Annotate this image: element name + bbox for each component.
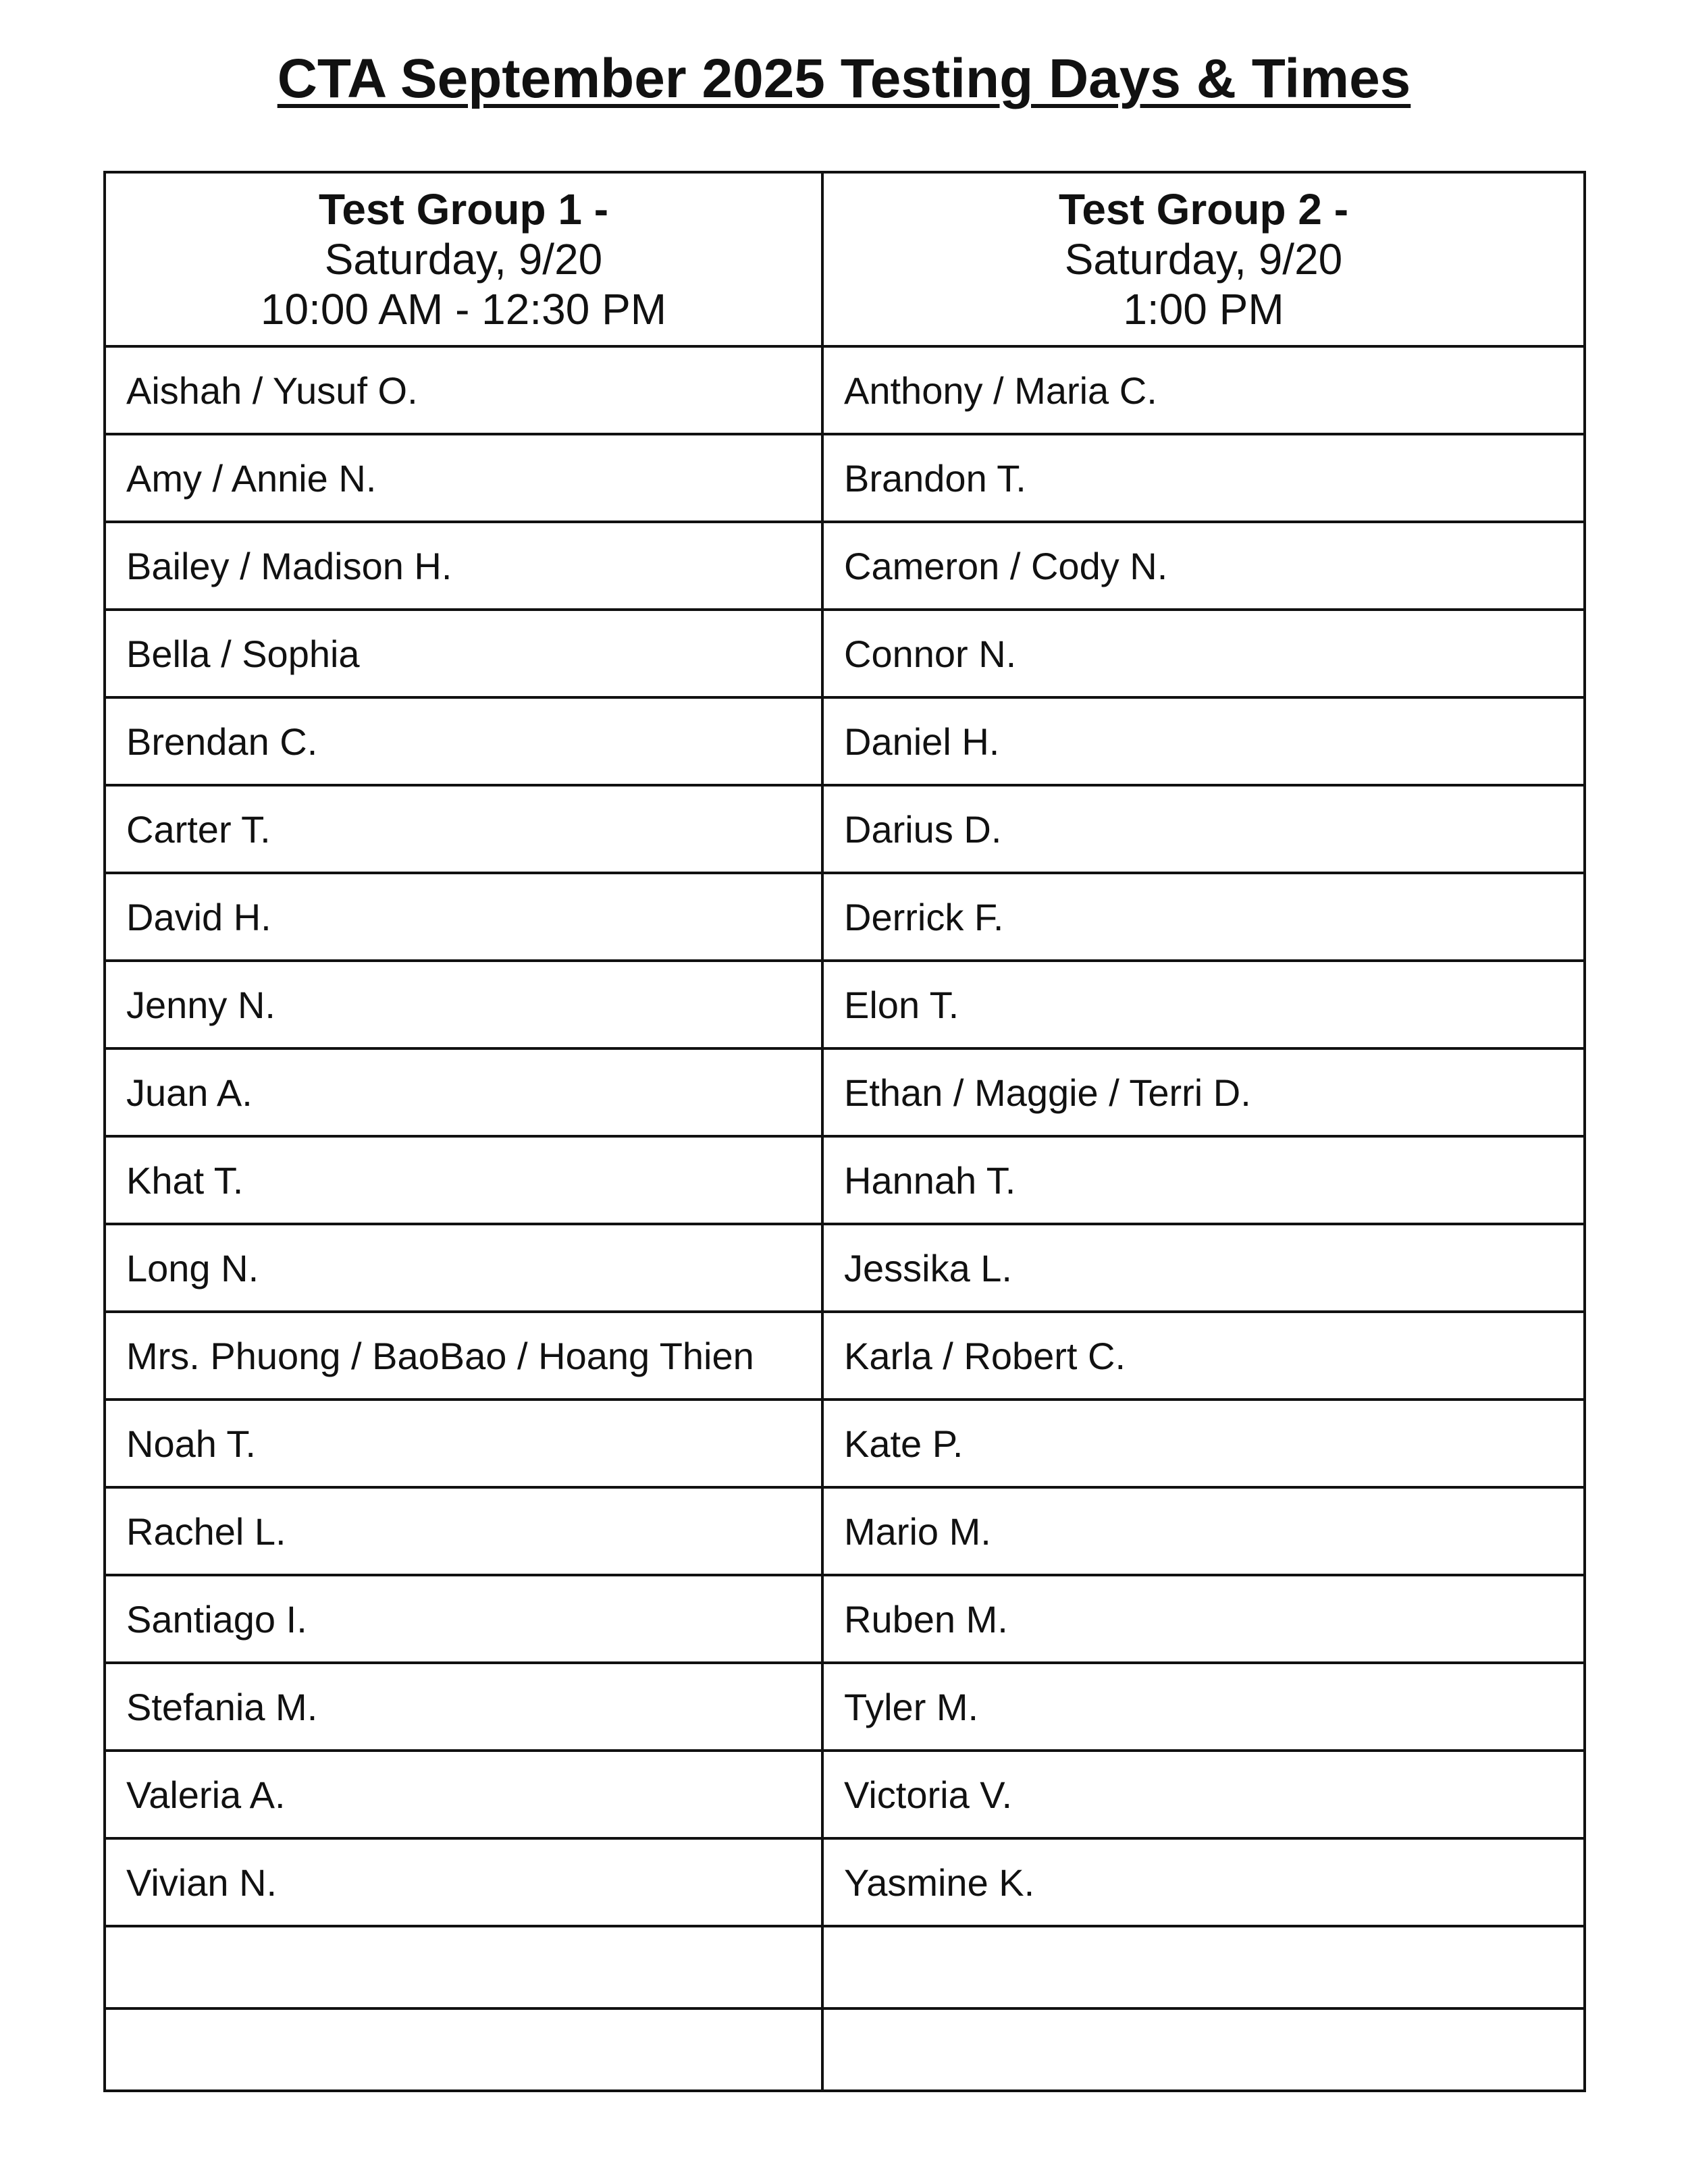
group-2-cell: Victoria V. <box>822 1751 1585 1838</box>
group-2-cell: Karla / Robert C. <box>822 1312 1585 1400</box>
table-row <box>105 1048 1585 1136</box>
group-2-cell <box>822 2008 1585 2091</box>
group-2-cell: Ethan / Maggie / Terri D. <box>822 1048 1585 1136</box>
group-1-cell: Stefania M. <box>105 1663 822 1751</box>
group-1-cell: Rachel L. <box>105 1487 822 1575</box>
group-1-header <box>105 172 822 346</box>
group-2-name: Test Group 2 - <box>1058 185 1349 234</box>
table-row <box>105 697 1585 785</box>
group-2-cell: Mario M. <box>822 1487 1585 1575</box>
group-2-header <box>822 172 1585 346</box>
group-2-cell: Connor N. <box>822 610 1585 697</box>
table-row <box>105 1575 1585 1663</box>
empty-row <box>105 2008 1585 2091</box>
table-row <box>105 1400 1585 1487</box>
group-1-cell: Santiago I. <box>105 1575 822 1663</box>
table-row <box>105 873 1585 961</box>
group-1-cell: Amy / Annie N. <box>105 434 822 522</box>
page-title: CTA September 2025 Testing Days & Times <box>277 48 1411 109</box>
group-2-time: 1:00 PM <box>1123 285 1284 334</box>
table-row <box>105 434 1585 522</box>
group-1-cell: Juan A. <box>105 1048 822 1136</box>
group-1-cell <box>105 2008 822 2091</box>
table-row <box>105 785 1585 873</box>
table-row <box>105 1838 1585 1926</box>
group-2-cell: Brandon T. <box>822 434 1585 522</box>
table-row <box>105 1487 1585 1575</box>
group-1-name: Test Group 1 - <box>318 185 609 234</box>
table-row <box>105 1224 1585 1312</box>
group-1-cell: Mrs. Phuong / BaoBao / Hoang Thien <box>105 1312 822 1400</box>
group-1-cell: Bailey / Madison H. <box>105 522 822 610</box>
group-1-cell: Aishah / Yusuf O. <box>105 346 822 434</box>
group-1-cell: Carter T. <box>105 785 822 873</box>
group-1-cell: Valeria A. <box>105 1751 822 1838</box>
group-2-cell: Derrick F. <box>822 873 1585 961</box>
group-1-cell: Jenny N. <box>105 961 822 1048</box>
group-2-cell: Elon T. <box>822 961 1585 1048</box>
group-2-cell: Yasmine K. <box>822 1838 1585 1926</box>
group-2-cell: Daniel H. <box>822 697 1585 785</box>
table-row <box>105 346 1585 434</box>
table-row <box>105 961 1585 1048</box>
group-1-cell: Bella / Sophia <box>105 610 822 697</box>
group-1-cell: Long N. <box>105 1224 822 1312</box>
group-1-cell: Brendan C. <box>105 697 822 785</box>
group-2-cell: Tyler M. <box>822 1663 1585 1751</box>
schedule-table <box>103 171 1586 2092</box>
group-1-cell: Vivian N. <box>105 1838 822 1926</box>
table-row <box>105 1136 1585 1224</box>
table-row <box>105 1751 1585 1838</box>
group-2-cell <box>822 1926 1585 2008</box>
group-2-cell: Hannah T. <box>822 1136 1585 1224</box>
group-2-day: Saturday, 9/20 <box>1064 235 1343 284</box>
header-row <box>105 172 1585 346</box>
group-2-cell: Cameron / Cody N. <box>822 522 1585 610</box>
group-2-cell: Jessika L. <box>822 1224 1585 1312</box>
group-1-time: 10:00 AM - 12:30 PM <box>260 285 667 334</box>
table-row <box>105 610 1585 697</box>
group-1-cell: Khat T. <box>105 1136 822 1224</box>
group-2-cell: Anthony / Maria C. <box>822 346 1585 434</box>
table-row <box>105 1663 1585 1751</box>
group-2-cell: Darius D. <box>822 785 1585 873</box>
empty-row <box>105 1926 1585 2008</box>
group-1-cell: Noah T. <box>105 1400 822 1487</box>
group-2-cell: Ruben M. <box>822 1575 1585 1663</box>
group-1-day: Saturday, 9/20 <box>324 235 603 284</box>
table-row <box>105 522 1585 610</box>
table-row <box>105 1312 1585 1400</box>
group-1-cell: David H. <box>105 873 822 961</box>
group-1-cell <box>105 1926 822 2008</box>
group-2-cell: Kate P. <box>822 1400 1585 1487</box>
